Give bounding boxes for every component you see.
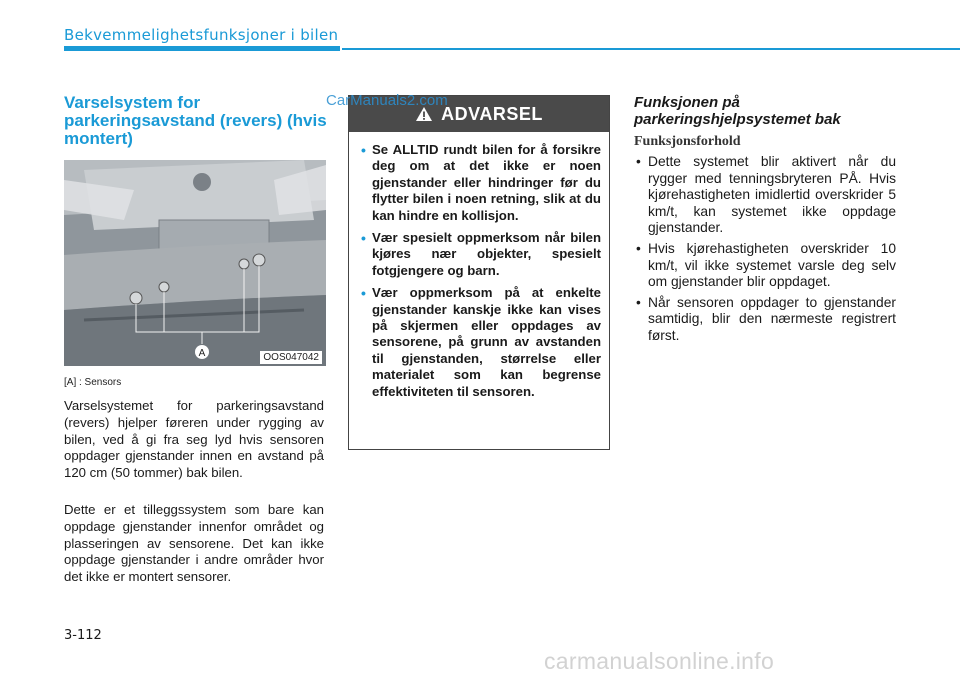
figure-caption: [A] : Sensors (64, 377, 122, 388)
page-number: 3-112 (64, 628, 102, 643)
condition-item: • Dette systemet blir aktivert når du rygger med tenningsbryteren PÅ. Hvis kjørehastigheten imidlertid overskrider 5 km/t, kan systemet ikke oppdage gjenstander. (634, 154, 896, 237)
conditions-subheading: Funksjonsforhold (634, 134, 741, 149)
body-paragraph-1: Varselsystemet for parkeringsavstand (revers) hjelper føreren under rygging av bilen, ved å gi fra seg lyd hvis sensoren oppdager gjenstander innen en avstand på 120 cm (50 tommer) bak bilen. (64, 398, 324, 481)
sensor-label: A (198, 348, 206, 359)
condition-item: • Når sensoren oppdager to gjenstander samtidig, blir den nærmeste registrert først. (634, 295, 896, 345)
warning-item: • Vær spesielt oppmerksom når bilen kjøres nær objekter, spesielt fotgjengere og barn. (361, 230, 601, 279)
header-rule-thin (342, 48, 960, 50)
watermark-bottom: carmanualsonline.info (544, 648, 775, 674)
rear-bumper-sensor-figure (64, 160, 326, 366)
body-paragraph-2: Dette er et tilleggssystem som bare kan oppdage gjenstander innenfor området og plasseringen av sensorene. Det kan ikke oppdage gjenstander i andre områder hvor det ikke er montert sensorer. (64, 502, 324, 585)
header-rule-thick (64, 46, 340, 51)
function-heading: Funksjonen på parkeringshjelpsystemet bak (634, 94, 841, 128)
condition-item: • Hvis kjørehastigheten overskrider 10 km/t, vil ikke systemet varsle deg selv om gjenstander blir oppdaget. (634, 241, 896, 291)
chapter-title: Bekvemmelighetsfunksjoner i bilen (64, 26, 339, 44)
figure-code: OOS047042 (260, 351, 322, 364)
warning-list (349, 132, 609, 400)
car-rear-illustration (64, 160, 326, 366)
watermark-top: CarManuals2.com (326, 92, 448, 109)
warning-item: • Vær oppmerksom på at enkelte gjenstander kanskje ikke kan vises på skjermen eller oppdages av sensorene, på grunn av avstanden til gjenstanden, størrelse eller materialet som kan begrense effektiviteten til sensoren. (361, 285, 601, 400)
conditions-list (634, 154, 896, 349)
warning-box (348, 95, 610, 450)
warning-item: • Se ALLTID rundt bilen for å forsikre deg om at det ikke er noen gjenstander eller hindringer før du flytter bilen i noen retning, slik at du kan hindre en kollisjon. (361, 142, 601, 224)
section-title: Varselsystem for parkeringsavstand (revers) (hvis montert) (64, 93, 327, 148)
warning-title: ADVARSEL (441, 103, 543, 124)
